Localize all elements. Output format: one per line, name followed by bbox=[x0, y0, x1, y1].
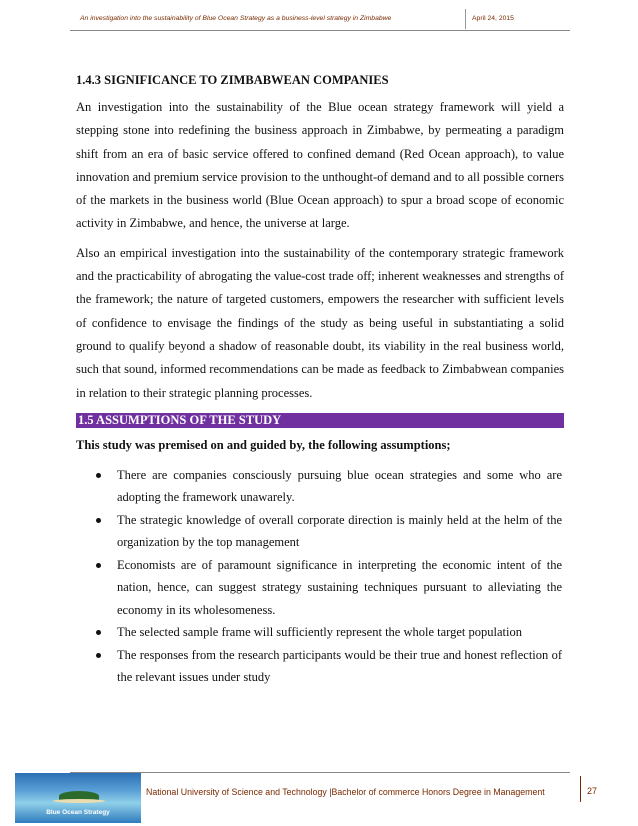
footer-text: National University of Science and Technology |Bachelor of commerce Honors Degree in Management bbox=[146, 787, 545, 797]
assumptions-list bbox=[76, 464, 564, 689]
assumptions-intro: This study was premised on and guided by, the following assumptions; bbox=[76, 437, 451, 452]
beach-icon bbox=[53, 799, 105, 803]
list-item-text: The strategic knowledge of overall corporate direction is mainly held at the helm of the organization by the top management bbox=[117, 512, 562, 550]
list-item-text: There are companies consciously pursuing blue ocean strategies and some who are adopting the framework unawarely. bbox=[117, 467, 562, 505]
page-body bbox=[76, 68, 564, 689]
list-item bbox=[76, 509, 564, 554]
footer-rule bbox=[70, 772, 570, 773]
header-title: An investigation into the sustainability of Blue Ocean Strategy as a business-level strategy in Zimbabwe bbox=[80, 15, 392, 22]
header-rule bbox=[70, 30, 570, 31]
bullet-icon bbox=[96, 473, 101, 478]
footer-separator bbox=[580, 776, 581, 802]
list-item bbox=[76, 644, 564, 689]
list-item-text: The selected sample frame will sufficiently represent the whole target population bbox=[117, 625, 522, 640]
page-header bbox=[0, 0, 638, 30]
paragraph: Also an empirical investigation into the sustainability of the contemporary strategic framework and the practicability of abrogating the value-cost trade off; inherent weaknesses and strengths of the framework; the nature of targeted customers, empowers the researcher with sufficient levels of confidence to envisage the findings of the study as being useful in substantiating a solid ground to qualify beyond a shadow of reasonable doubt, its viability in the real business world, such that sound, informed recommendations can be made as feedback to Zimbabwean companies in relation to their strategic planning processes. bbox=[76, 245, 564, 400]
section-heading-1-5: 1.5 ASSUMPTIONS OF THE STUDY bbox=[76, 413, 564, 428]
paragraph: An investigation into the sustainability of the Blue ocean strategy framework will yield a stepping stone into redefining the business approach in Zimbabwe, by permeating a paradigm shift from an era of basic service offered to confined demand (Red Ocean approach), to value innovation and premium service provision to the unthought-of demand and to all possible corners of the markets in the business world (Blue Ocean approach) to spur a broad scope of economic activity in Zimbabwe, and hence, the universe at large. bbox=[76, 100, 564, 231]
page-number: 27 bbox=[587, 786, 598, 796]
bullet-icon bbox=[96, 630, 101, 635]
blue-ocean-logo bbox=[15, 773, 141, 823]
logo-label: Blue Ocean Strategy bbox=[46, 809, 110, 816]
list-item-text: The responses from the research participants would be their true and honest reflection of the relevant issues under study bbox=[117, 647, 562, 685]
header-date: April 24, 2015 bbox=[472, 15, 514, 22]
list-item-text: Economists are of paramount significance in interpreting the economic intent of the nation, hence, can suggest strategy sustaining techniques pursuant to alleviating the economy in its wholesomeness. bbox=[117, 557, 562, 617]
bullet-icon bbox=[96, 653, 101, 658]
bullet-icon bbox=[96, 563, 101, 568]
list-item bbox=[76, 621, 564, 644]
list-item bbox=[76, 554, 564, 622]
header-separator bbox=[465, 9, 466, 29]
bullet-icon bbox=[96, 518, 101, 523]
list-item bbox=[76, 464, 564, 509]
section-heading-1-4-3: 1.4.3 SIGNIFICANCE TO ZIMBABWEAN COMPANIES bbox=[76, 73, 389, 87]
